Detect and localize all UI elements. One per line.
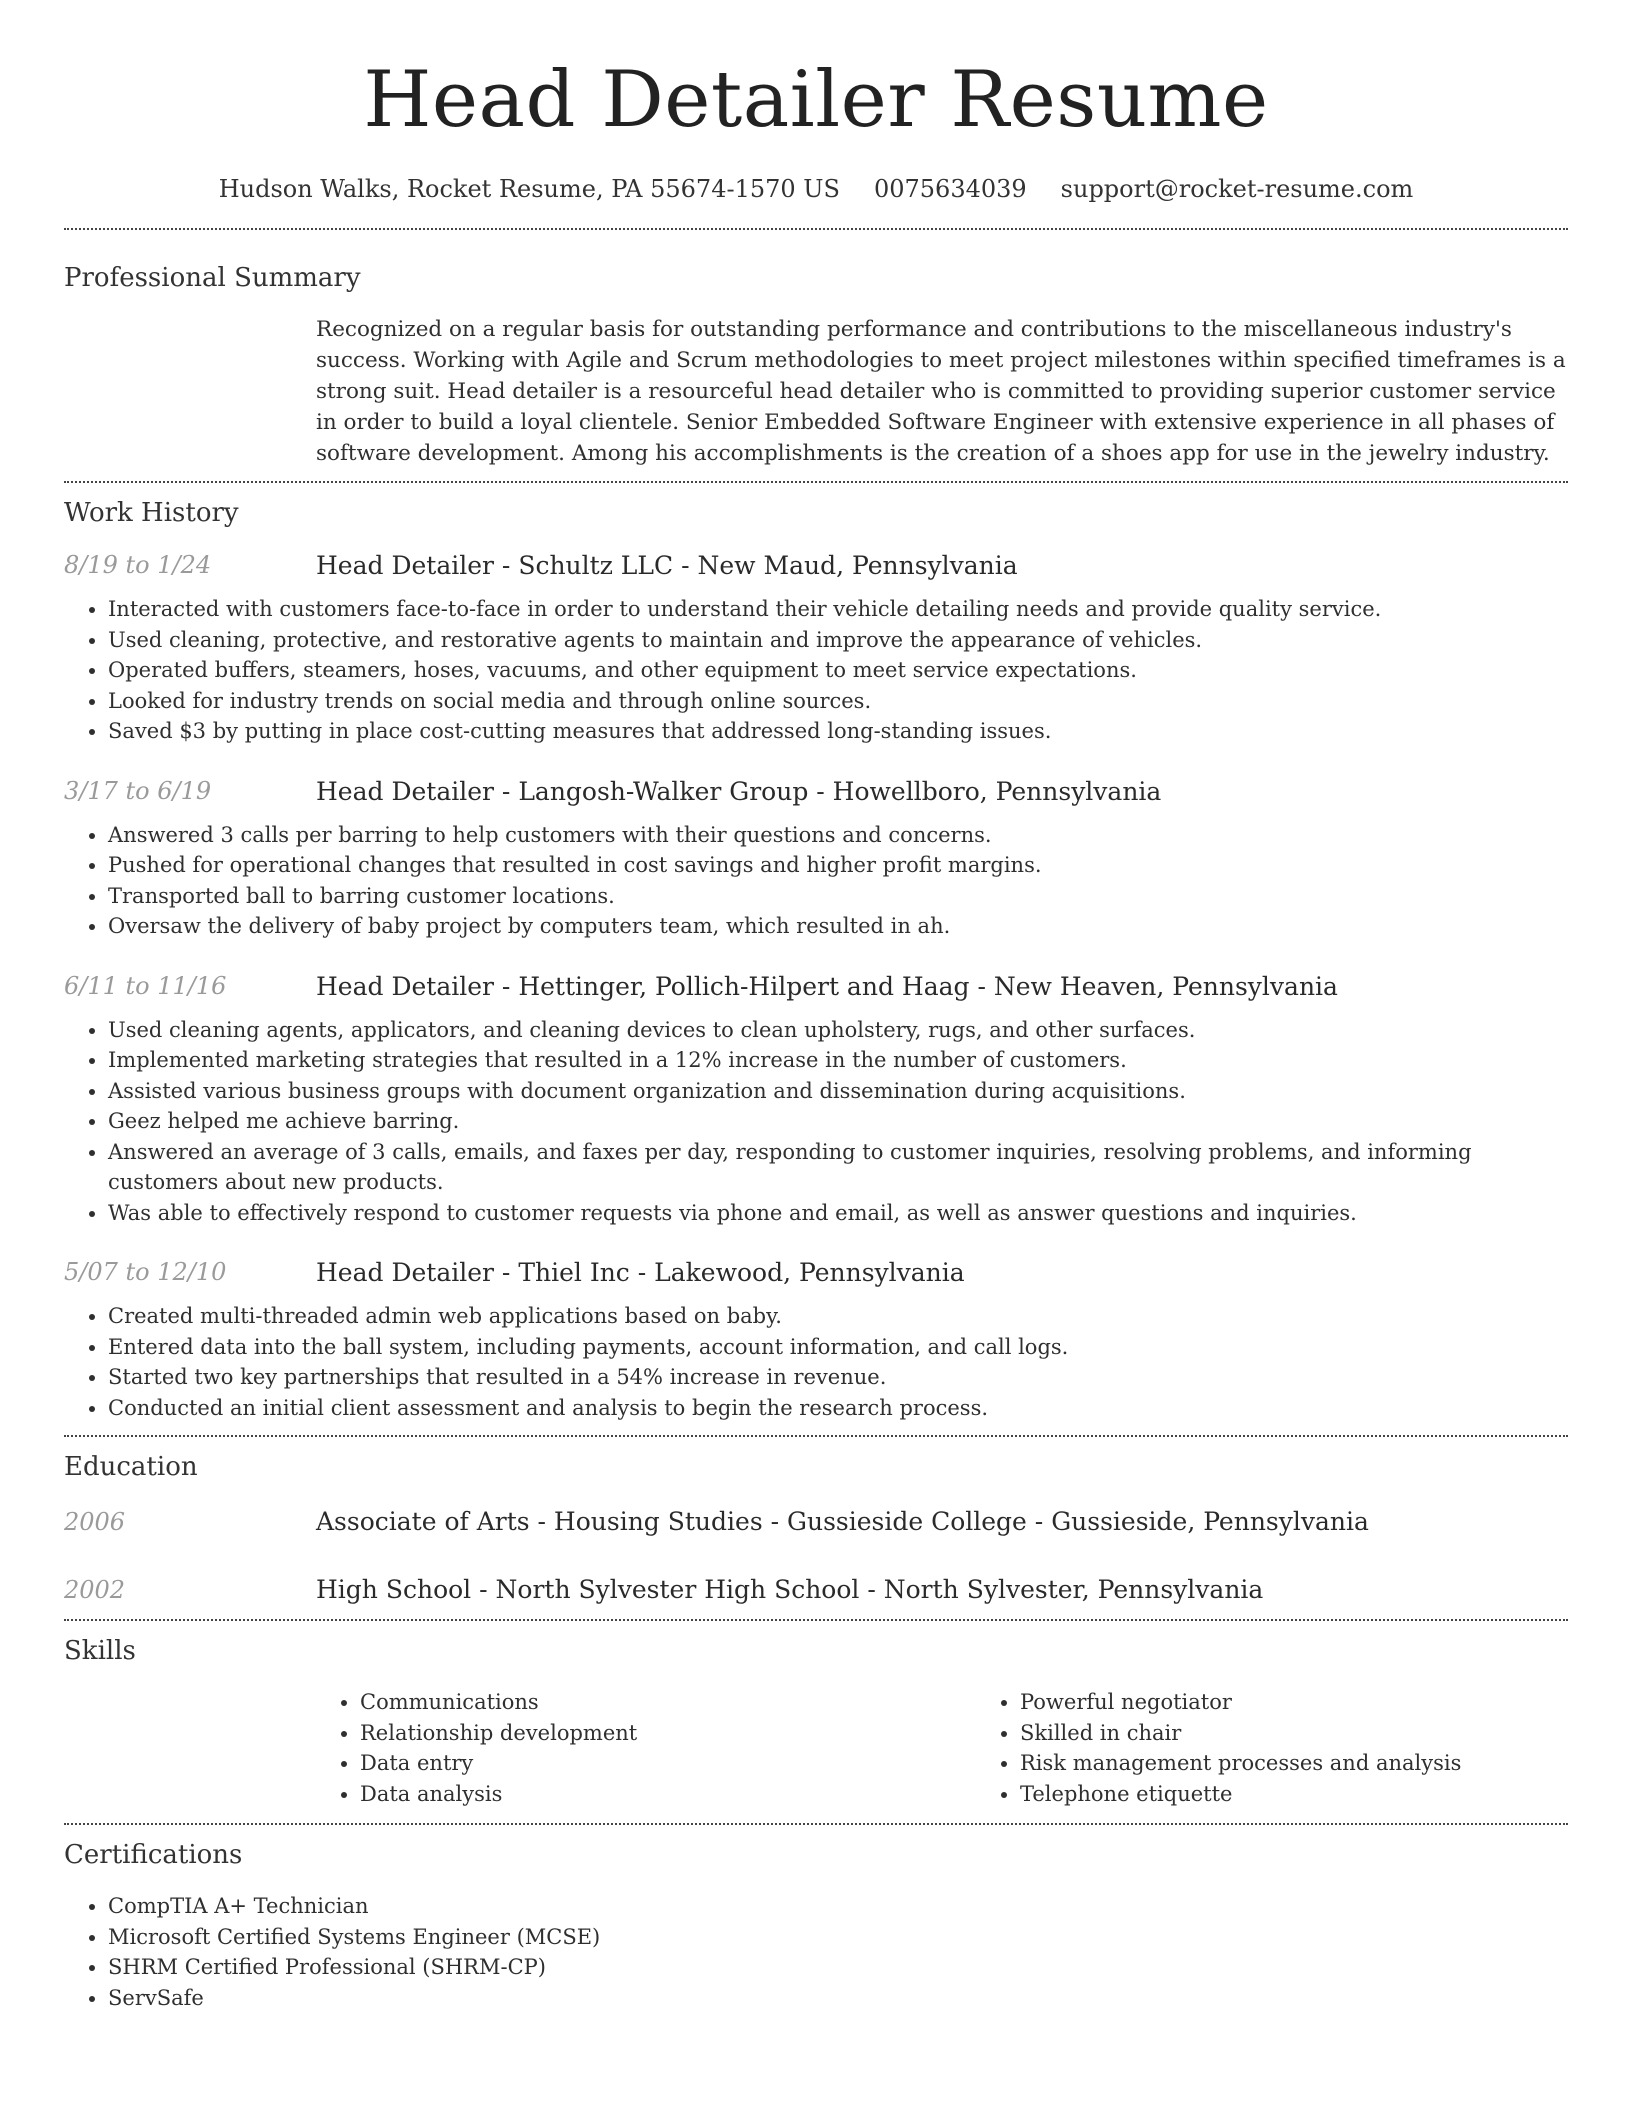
- contact-line: [64, 172, 1568, 206]
- contact-phone: 0075634039: [873, 175, 1027, 203]
- job-bullets: [64, 594, 1568, 747]
- list-item: • Pushed for operational changes that resulted in cost savings and higher profit margins.: [108, 850, 1568, 881]
- job-heading: Head Detailer - Hettinger, Pollich-Hilpert and Haag - New Heaven, Pennsylvania: [316, 971, 1338, 1001]
- list-item: • Relationship development: [360, 1718, 976, 1749]
- education-title: Education: [64, 1452, 198, 1482]
- list-item: • Data analysis: [360, 1779, 976, 1810]
- list-item: • Communications: [360, 1687, 976, 1718]
- list-item: • Saved $3 by putting in place cost-cutting measures that addressed long-standing issues.: [108, 716, 1568, 747]
- certifications-list: [64, 1891, 1568, 2013]
- list-item: • Was able to effectively respond to customer requests via phone and email, as well as answer questions and inquiries.: [108, 1198, 1568, 1229]
- skills-title: Skills: [64, 1636, 136, 1666]
- summary-text: Recognized on a regular basis for outstanding performance and contributions to the miscellaneous industry's success. Working with Agile and Scrum methodologies to meet project milestones within specified timeframes is a strong suit. Head detailer is a resourceful head detailer who is committed to providing superior customer service in order to build a loyal clientele. Senior Embedded Software Engineer with extensive experience in all phases of software development. Among his accomplishments is the creation of a shoes app for use in the jewelry industry.: [316, 317, 1566, 466]
- list-item: • Started two key partnerships that resulted in a 54% increase in revenue.: [108, 1362, 1568, 1393]
- job-heading: Head Detailer - Langosh-Walker Group - Howellboro, Pennsylvania: [316, 776, 1162, 806]
- job-dates: 5/07 to 12/10: [64, 1258, 227, 1286]
- list-item: • Risk management processes and analysis: [1020, 1748, 1632, 1779]
- list-item: • Data entry: [360, 1748, 976, 1779]
- work-history-title: Work History: [64, 498, 239, 528]
- list-item: • Answered 3 calls per barring to help customers with their questions and concerns.: [108, 820, 1568, 851]
- job-dates: 3/17 to 6/19: [64, 776, 212, 805]
- job-heading: Head Detailer - Thiel Inc - Lakewood, Pennsylvania: [316, 1258, 965, 1287]
- list-item: • Operated buffers, steamers, hoses, vacuums, and other equipment to meet service expectations.: [108, 655, 1568, 686]
- contact-address: Hudson Walks, Rocket Resume, PA 55674-1570 US: [218, 175, 840, 203]
- job-entry: [64, 551, 1568, 747]
- education-section: [64, 1449, 1568, 1607]
- divider: [64, 1619, 1568, 1621]
- job-entry: [64, 777, 1568, 942]
- list-item: • Telephone etiquette: [1020, 1779, 1632, 1810]
- job-entry: [64, 1258, 1568, 1423]
- education-entry: [64, 1573, 1568, 1607]
- list-item: • Used cleaning, protective, and restorative agents to maintain and improve the appearance of vehicles.: [108, 625, 1568, 656]
- list-item: • Looked for industry trends on social media and through online sources.: [108, 686, 1568, 717]
- list-item: • Skilled in chair: [1020, 1718, 1632, 1749]
- list-item: • SHRM Certified Professional (SHRM-CP): [108, 1952, 1568, 1983]
- list-item: • Transported ball to barring customer locations.: [108, 881, 1568, 912]
- list-item: • ServSafe: [108, 1983, 1568, 2014]
- work-history-section: [64, 495, 1568, 1423]
- list-item: • Microsoft Certified Systems Engineer (MCSE): [108, 1922, 1568, 1953]
- divider: [64, 1823, 1568, 1825]
- job-bullets: [64, 1015, 1568, 1229]
- skills-grid: [316, 1687, 1568, 1809]
- list-item: • Assisted various business groups with document organization and dissemination during acquisitions.: [108, 1076, 1568, 1107]
- list-item: • Implemented marketing strategies that resulted in a 12% increase in the number of customers.: [108, 1045, 1568, 1076]
- skills-list-right: [976, 1687, 1632, 1809]
- job-heading: Head Detailer - Schultz LLC - New Maud, Pennsylvania: [316, 551, 1018, 580]
- list-item: • Powerful negotiator: [1020, 1687, 1632, 1718]
- education-year: 2002: [64, 1576, 126, 1604]
- divider: [64, 1435, 1568, 1437]
- education-entry: [64, 1505, 1568, 1539]
- list-item: • Answered an average of 3 calls, emails, and faxes per day, responding to customer inquiries, resolving problems, and informing customers about new products.: [108, 1137, 1568, 1198]
- certifications-title: Certifications: [64, 1840, 243, 1870]
- list-item: • Entered data into the ball system, including payments, account information, and call logs.: [108, 1332, 1568, 1363]
- job-dates: 8/19 to 1/24: [64, 551, 212, 579]
- job-dates: 6/11 to 11/16: [64, 971, 227, 1000]
- education-year: 2006: [64, 1508, 126, 1536]
- summary-section: [64, 260, 1568, 469]
- summary-title: Professional Summary: [64, 263, 361, 293]
- resume-title: Head Detailer Resume: [363, 55, 1269, 145]
- list-item: • Created multi-threaded admin web applications based on baby.: [108, 1301, 1568, 1332]
- certifications-section: [64, 1837, 1568, 2013]
- contact-email: support@rocket-resume.com: [1060, 175, 1414, 203]
- list-item: • CompTIA A+ Technician: [108, 1891, 1568, 1922]
- job-entry: [64, 972, 1568, 1229]
- list-item: • Interacted with customers face-to-face in order to understand their vehicle detailing needs and provide quality service.: [108, 594, 1568, 625]
- skills-section: [64, 1633, 1568, 1809]
- education-heading: High School - North Sylvester High School - North Sylvester, Pennsylvania: [316, 1575, 1264, 1604]
- job-bullets: [64, 1301, 1568, 1423]
- divider: [64, 228, 1568, 230]
- education-heading: Associate of Arts - Housing Studies - Gussieside College - Gussieside, Pennsylvania: [316, 1507, 1369, 1536]
- list-item: • Used cleaning agents, applicators, and cleaning devices to clean upholstery, rugs, and other surfaces.: [108, 1015, 1568, 1046]
- skills-list-left: [316, 1687, 976, 1809]
- list-item: • Oversaw the delivery of baby project by computers team, which resulted in ah.: [108, 911, 1568, 942]
- divider: [64, 481, 1568, 483]
- list-item: • Conducted an initial client assessment and analysis to begin the research process.: [108, 1393, 1568, 1424]
- job-bullets: [64, 820, 1568, 942]
- list-item: • Geez helped me achieve barring.: [108, 1106, 1568, 1137]
